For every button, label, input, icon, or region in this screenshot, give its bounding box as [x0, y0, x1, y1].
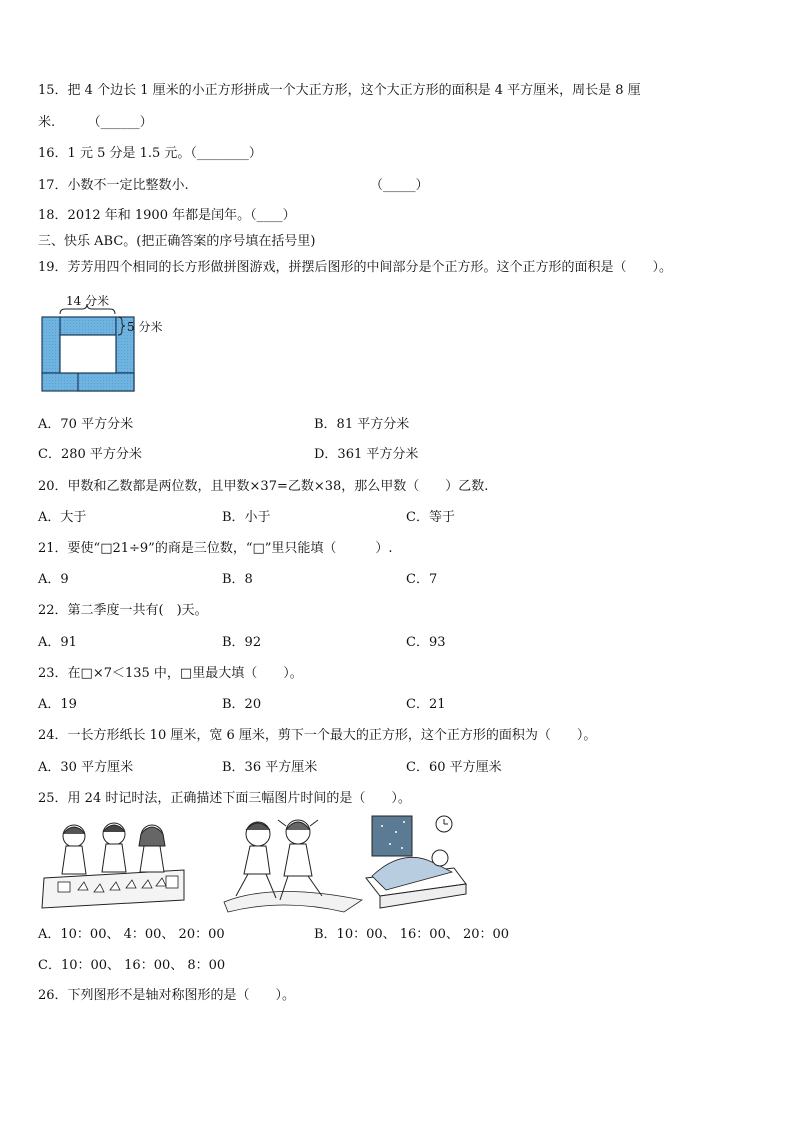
q22-option-a: A．91 [38, 635, 77, 650]
q23-option-b: B．20 [222, 697, 262, 712]
question-15-line1: 15．把 4 个边长 1 厘米的小正方形拼成一个大正方形，这个大正方形的面积是 4 平方厘米，周长是 8 厘 [38, 83, 641, 98]
q23-option-a: A．19 [38, 697, 77, 712]
children-running-image [214, 812, 364, 918]
q24-option-a: A．30 平方厘米 [38, 760, 134, 775]
question-26: 26．下列图形不是轴对称图形的是（ ）。 [38, 988, 296, 1003]
question-16: 16．1 元 5 分是 1.5 元。（________） [38, 146, 262, 161]
child-sleeping-image [362, 812, 472, 920]
q23-option-c: C．21 [406, 697, 446, 712]
question-19: 19．芳芳用四个相同的长方形做拼图游戏，拼摆后图形的中间部分是个正方形。这个正方形的面积是（ ）。 [38, 260, 673, 275]
question-18: 18．2012 年和 1900 年都是闰年。（____） [38, 208, 296, 223]
q22-option-b: B．92 [222, 635, 262, 650]
rectangle-left [42, 317, 60, 373]
question-17: 17．小数不一定比整数小. [38, 178, 189, 193]
section-3-heading: 三、快乐 ABC。(把正确答案的序号填在括号里) [38, 234, 316, 249]
q21-option-a: A．9 [38, 572, 69, 587]
q19-option-d: D．361 平方分米 [314, 447, 419, 462]
q25-option-b: B．10：00、 16：00、 20：00 [314, 927, 510, 942]
q20-option-a: A．大于 [38, 510, 87, 525]
top-length-label: 14 分米 [66, 294, 110, 308]
pinwheel-rectangle-figure [36, 292, 176, 400]
q19-option-b: B．81 平方分米 [314, 417, 410, 432]
side-width-label: 5 分米 [127, 320, 163, 334]
q24-option-b: B．36 平方厘米 [222, 760, 318, 775]
center-square [60, 335, 116, 373]
q21-option-b: B．8 [222, 572, 253, 587]
rectangle-top [60, 317, 116, 335]
question-21: 21．要使“□21÷9”的商是三位数，“□”里只能填（ ）. [38, 541, 393, 556]
question-20: 20．甲数和乙数都是两位数，且甲数×37=乙数×38，那么甲数（ ）乙数. [38, 479, 489, 494]
children-folding-paper-image [38, 816, 190, 918]
q20-option-b: B．小于 [222, 510, 271, 525]
q25-option-c: C．10：00、 16：00、 8：00 [38, 958, 226, 973]
q24-option-c: C．60 平方厘米 [406, 760, 502, 775]
question-24: 24．一长方形纸长 10 厘米，宽 6 厘米，剪下一个最大的正方形，这个正方形的面积为（ ）。 [38, 728, 597, 743]
q21-option-c: C．7 [406, 572, 438, 587]
question-15-line2: 米. （______） [38, 115, 153, 130]
question-23: 23．在□×7＜135 中，□里最大填（ ）。 [38, 666, 303, 681]
q19-option-a: A．70 平方分米 [38, 417, 134, 432]
q19-option-c: C．280 平方分米 [38, 447, 142, 462]
question-17-answer-blank: （_____） [370, 178, 429, 193]
q22-option-c: C．93 [406, 635, 446, 650]
q20-option-c: C．等于 [406, 510, 455, 525]
question-22: 22．第二季度一共有( )天。 [38, 603, 208, 618]
question-25: 25．用 24 时记时法，正确描述下面三幅图片时间的是（ ）。 [38, 791, 411, 806]
q25-option-a: A．10：00、 4：00、 20：00 [38, 927, 225, 942]
